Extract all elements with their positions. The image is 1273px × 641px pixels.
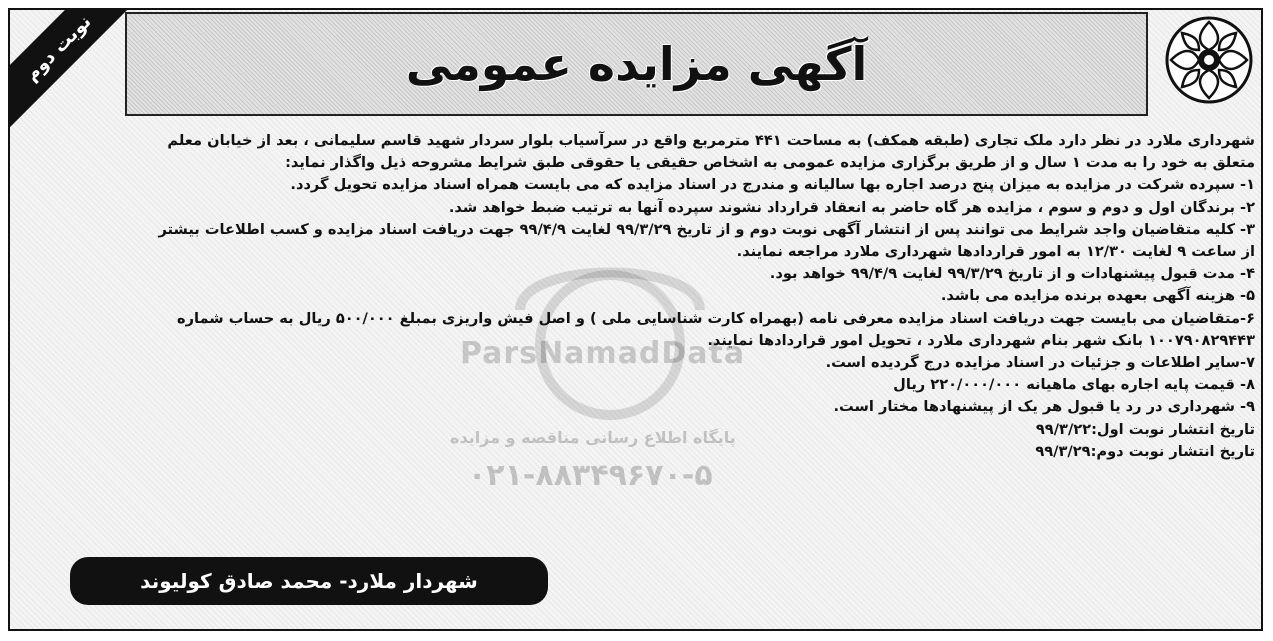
condition-item: ۲- برندگان اول و دوم و سوم ، مزایده هر گاه حاضر به انعقاد قرارداد نشوند سپرده آنها به ترتیب ضبط خواهد شد.	[448, 198, 1255, 216]
condition-item: ۳- کلیه متقاضیان واجد شرایط می توانند پس از انتشار آگهی نوبت دوم و از تاریخ ۹۹/۳/۲۹ لغایت ۹۹/۴/۹ جهت دریافت اسناد مزایده و کسب اطلاعات بیشتر	[158, 220, 1255, 238]
intro-line: شهرداری ملارد در نظر دارد ملک تجاری (طبقه همکف) به مساحت ۴۴۱ مترمربع واقع در سرآسیاب بلوار سردار شهید قاسم سلیمانی ، بعد از خیابان معلم	[167, 132, 1255, 149]
condition-item: ۵- هزینه آگهی بعهده برنده مزایده می باشد.	[940, 287, 1255, 305]
watermark-phone: ۰۲۱-۸۸۳۴۹۶۷۰-۵	[468, 458, 713, 493]
condition-item: ۶-متقاضیان می بایست جهت دریافت اسناد مزایده معرفی نامه (بهمراه کارت شناسایی ملی ) و اصل فیش واریزی بمبلغ ۵۰۰/۰۰۰ ریال به حساب شماره	[176, 309, 1255, 327]
condition-item: ۷-سایر اطلاعات و جزئیات در اسناد مزایده درج گردیده است.	[825, 354, 1255, 372]
condition-item: ۹- شهرداری در رد یا قبول هر یک از پیشنهادها مختار است.	[833, 398, 1255, 416]
municipality-emblem-icon	[1163, 14, 1255, 106]
notice-body	[22, 130, 1255, 463]
watermark-tagline: پایگاه اطلاع رسانی مناقصه و مزایده	[450, 428, 736, 447]
corner-badge	[8, 8, 128, 128]
condition-item: ۱- سپرده شرکت در مزایده به میزان پنج درصد اجاره بها سالیانه و مندرج در اسناد مزایده که می بایست همراه اسناد مزایده تحویل گردد.	[290, 176, 1255, 194]
signature-box	[70, 557, 548, 605]
condition-item-continued: از ساعت ۹ لغایت ۱۲/۳۰ به امور قراردادها شهرداری ملارد مراجعه نمایند.	[736, 243, 1255, 261]
second-publication-date: تاریخ انتشار نوبت دوم:۹۹/۳/۲۹	[1035, 442, 1255, 460]
title-banner	[125, 12, 1148, 116]
intro-line: متعلق به خود را به مدت ۱ سال و از طریق برگزاری مزایده عمومی به اشخاص حقیقی یا حقوقی طبق شرایط مشروحه ذیل واگذار نماید:	[285, 154, 1255, 172]
condition-item: ۸- قیمت پایه اجاره بهای ماهیانه ۲۲۰/۰۰۰/۰۰۰ ریال	[893, 376, 1255, 394]
corner-badge-label: نوبت دوم	[20, 10, 96, 86]
watermark-brand: ParsNamadData	[460, 336, 746, 371]
first-publication-date: تاریخ انتشار نوبت اول:۹۹/۳/۲۲	[1035, 420, 1255, 438]
signature-text: شهردار ملارد- محمد صادق کولیوند	[140, 569, 478, 593]
condition-item-continued: ۱۰۰۷۹۰۸۲۹۴۴۳ بانک شهر بنام شهرداری ملارد ، تحویل امور قراردادها نمایند.	[707, 331, 1255, 349]
page-title: آگهی مزایده عمومی	[405, 37, 868, 91]
condition-item: ۴- مدت قبول پیشنهادات و از تاریخ ۹۹/۳/۲۹ لغایت ۹۹/۴/۹ خواهد بود.	[769, 265, 1255, 283]
